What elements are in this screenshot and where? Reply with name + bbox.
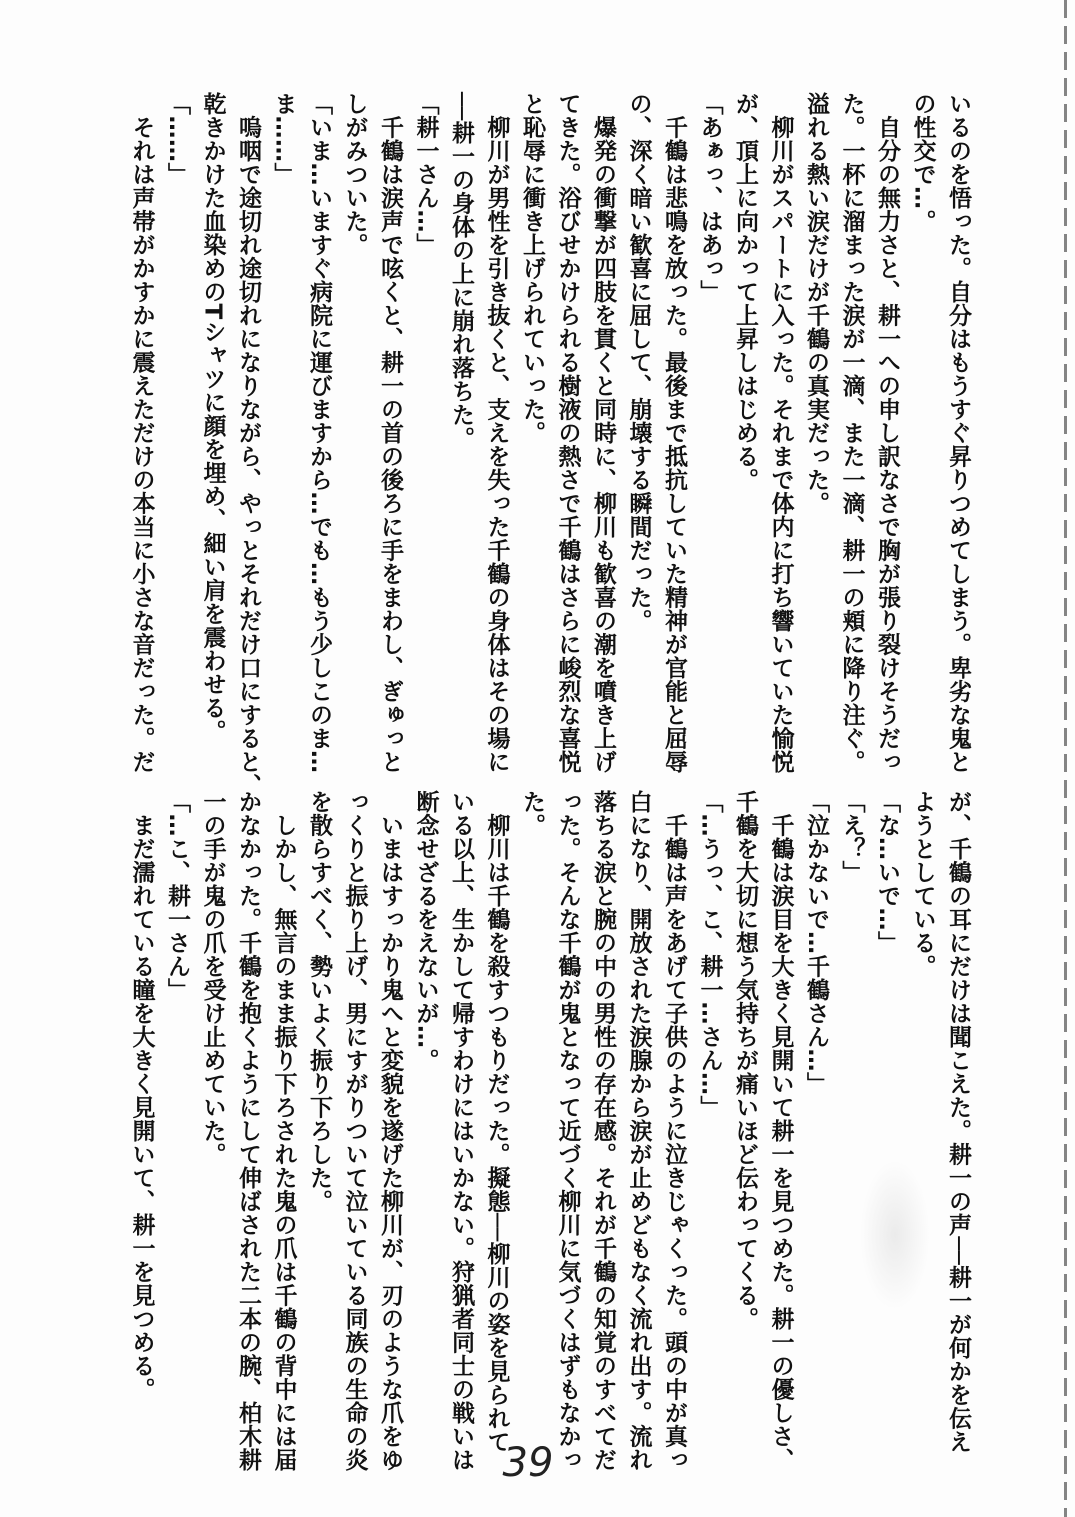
text-line: いる以上、生かして帰すわけにはいかない。狩猟者同士の戦いは [448,790,474,1472]
text-line: が、頂上に向かって上昇しはじめる。 [732,92,758,492]
text-line: 千鶴は涙目を大きく見開いて耕一を見つめた。耕一の優しさ、 [767,790,794,1472]
top-text-block [123,92,975,797]
text-line: まだ濡れている瞳を大きく見開いて、耕一を見つめる。 [128,790,155,1401]
text-line: いるのを悟った。自分はもうすぐ昇りつめてしまう。卑劣な鬼と [945,92,971,774]
text-line: 爆発の衝撃が四肢を貫くと同時に、柳川も歓喜の潮を噴き上げ [590,92,616,774]
text-line: それは声帯がかすかに震えただけの本当に小さな音だった。だ [128,92,155,774]
text-line: と恥辱に衝き上げられていった。 [519,92,545,445]
text-line: った。そんな千鶴が鬼となって近づく柳川に気づくはずもなかっ [554,790,581,1472]
text-line: が、千鶴の耳にだけは聞こえた。耕一の声──耕一が何かを伝え [945,790,971,1454]
text-line: を散らすべく、勢いよく振り下ろした。 [306,790,332,1213]
text-line: 「耕一さん…」 [412,92,439,257]
text-line: 断念せざるをえないが…。 [412,790,439,1072]
text-line: 「…こ、耕一さん」 [164,790,190,1002]
text-line: 落ちる涙と腕の中の男性の存在感。それが千鶴の知覚のすべてだ [590,790,616,1472]
text-line: いまはすっかり鬼へと変貌を遂げた柳川が、刃のような爪をゆ [377,790,403,1472]
text-line: 「泣かないで…千鶴さん…」 [803,790,829,1096]
text-line: 「な…いで…」 [874,790,900,955]
text-line: しかし、無言のまま振り下ろされた鬼の爪は千鶴の背中には届 [270,790,297,1472]
text-line: の性交で…。 [909,92,936,233]
text-line: ようとしている。 [909,790,936,978]
text-line: ──耕一の身体の上に崩れ落ちた。 [448,92,474,450]
text-line: 「…うっ、こ、耕一…さん…」 [696,790,723,1119]
page-number: 39 [502,1440,554,1486]
text-line: た。 [519,790,545,837]
text-line: 「え？」 [838,790,865,884]
text-line: 千鶴は悲鳴を放った。最後まで抵抗していた精神が官能と屈辱 [661,92,687,774]
text-line: 溢れる熱い涙だけが千鶴の真実だった。 [803,92,829,515]
text-line: 柳川が男性を引き抜くと、支えを失った千鶴の身体はその場に [483,92,510,774]
text-line: 白になり、開放された涙腺から涙が止めどもなく流れ出す。流れ [625,790,652,1472]
text-line: しがみついた。 [341,92,368,257]
text-line: の、深く暗い歓喜に屈して、崩壊する瞬間だった。 [625,92,652,633]
text-line: 千鶴は涙声で呟くと、耕一の首の後ろに手をまわし、ぎゅっと [377,92,403,774]
text-line: 千鶴を大切に想う気持ちが痛いほど伝わってくる。 [732,790,758,1331]
text-line: 「あぁっ、はあっ」 [696,92,723,304]
text-line: 一の手が鬼の爪を受け止めていた。 [199,790,226,1166]
text-line: 柳川がスパートに入った。それまで体内に打ち響いていた愉悦 [767,92,794,774]
scan-edge-marks [1064,0,1067,1517]
text-line: ま……」 [270,92,297,186]
text-line: っくりと振り上げ、男にすがりついて泣いている同族の生命の炎 [341,790,368,1472]
text-line: かなかった。千鶴を抱くようにして伸ばされた二本の腕、柏木耕 [235,790,261,1472]
text-line: 「いま…いますぐ病院に運びますから…でも…もう少しこのま… [306,92,332,774]
text-line: てきた。浴びせかけられる樹液の熱さで千鶴はさらに峻烈な喜悦 [554,92,581,774]
text-line: 嗚咽で途切れ途切れになりながら、やっとそれだけ口にすると、 [235,92,261,797]
text-line: 千鶴は声をあげて子供のように泣きじゃくった。頭の中が真っ [661,790,687,1472]
text-line: 柳川は千鶴を殺すつもりだった。擬態──柳川の姿を見られて [483,790,510,1454]
text-line: 乾きかけた血染めのTシャツに顔を埋め、細い肩を震わせる。 [199,92,226,743]
text-line: 「……」 [164,92,190,186]
text-line: 自分の無力さと、耕一への申し訳なさで胸が張り裂けそうだっ [874,92,900,774]
text-line: た。一杯に溜まった涙が一滴、また一滴、耕一の頬に降り注ぐ。 [838,92,865,774]
